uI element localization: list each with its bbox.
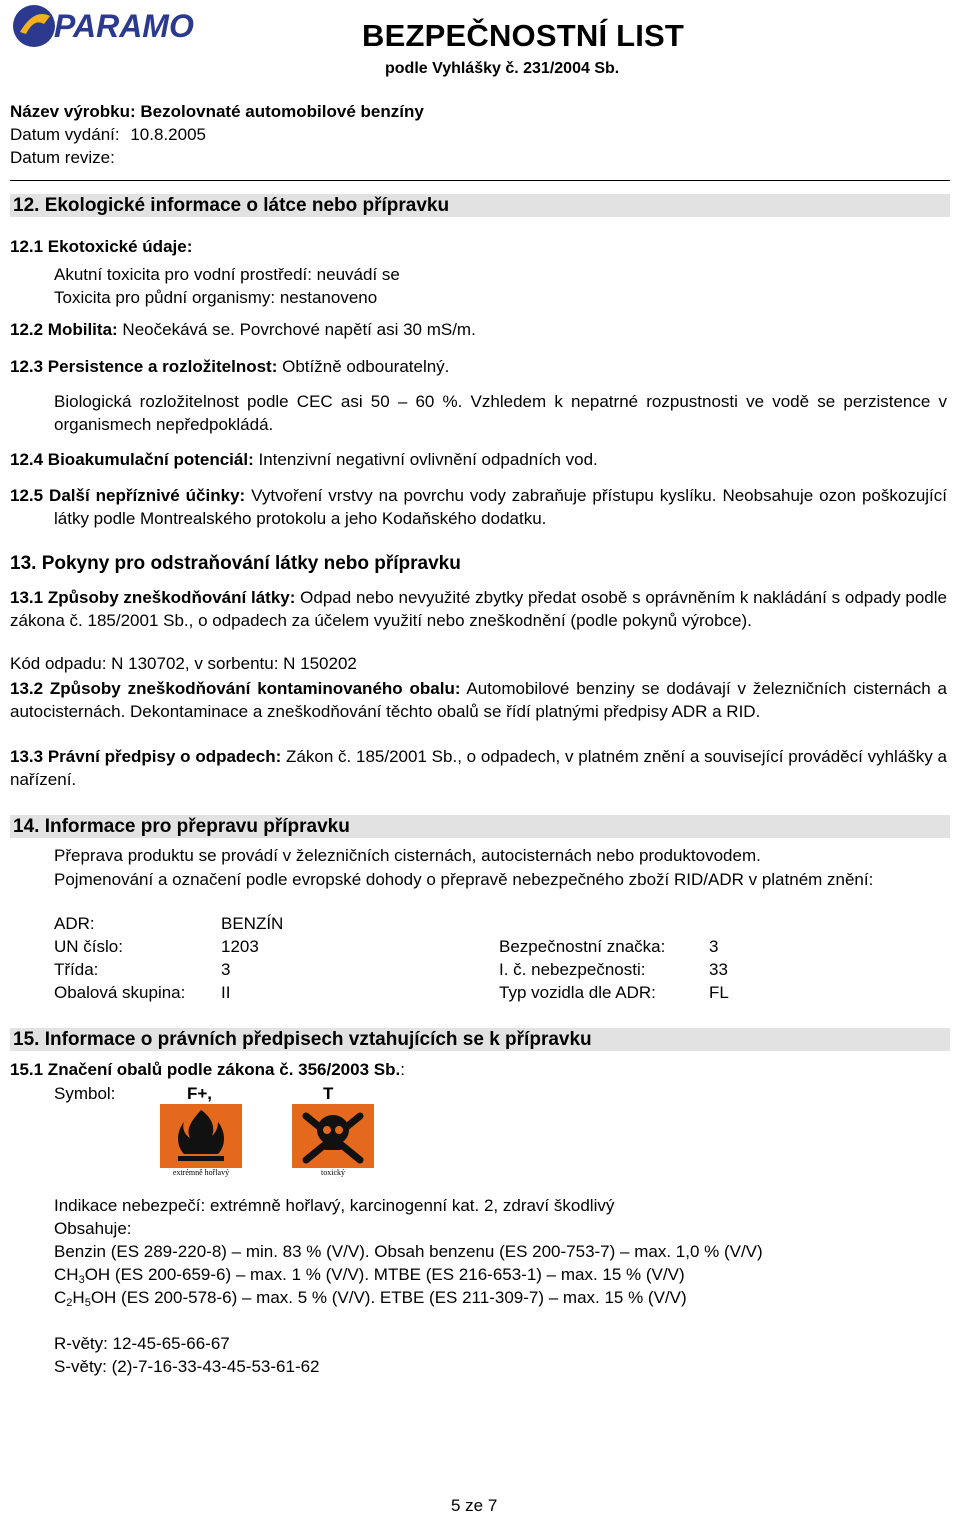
product-line [10,102,424,122]
document-title: BEZPEČNOSTNÍ LIST [362,18,685,53]
safety-value: 3 [709,937,719,956]
s14-line1: Přeprava produktu se provádí v železničních cisternách, autocisternách nebo produktovodem. [54,846,761,865]
class-value: 3 [221,960,231,979]
class-label: Třída: [54,960,99,979]
composition-line-3 [54,1288,687,1309]
header-divider [10,180,950,181]
issue-date-line [10,125,206,145]
waste-code: Kód odpadu: N 130702, v sorbentu: N 150202 [10,654,357,673]
r-phrases: R-věty: 12-45-65-66-67 [54,1334,230,1353]
s133-label: 13.3 Právní předpisy o odpadech: [10,747,282,766]
flame-icon [160,1104,242,1168]
s121-line1: Akutní toxicita pro vodní prostředí: neuvádí se [54,265,400,284]
s132-text: Automobilové benziny se dodávají v železničních cisternách a autocisternách. Dekontaminace a zneškodňování těchto obalů se řídí platnými předpisy ADR a RID. [10,679,947,721]
vehicle-label: Typ vozidla dle ADR: [499,983,656,1002]
vehicle-value: FL [709,983,729,1002]
product-label: Název výrobku: [10,102,136,121]
s123-text: Obtížně odbouratelný. [282,357,450,376]
s125-label: 12.5 Další nepříznivé účinky: [10,486,246,505]
s14-line2: Pojmenování a označení podle evropské dohody o přepravě nebezpečného zboží RID/ADR v platném znění: [54,870,874,889]
skull-crossbones-icon [292,1104,374,1168]
s133-text: Zákon č. 185/2001 Sb., o odpadech, v platném znění a související prováděcí vyhlášky a nařízení. [10,747,947,789]
flammable-pictogram [160,1104,242,1180]
page-number: 5 ze 7 [451,1496,498,1515]
sym2-code: T [323,1084,334,1103]
s131-text: Odpad nebo nevyužité zbytky předat osobě s oprávněním k nakládání s odpady podle zákona č. 185/2001 Sb., o odpadech za účelem využití nebo zneškodnění (podle pokynů výrobce). [10,588,947,630]
comp2-formula-a: CH [54,1265,79,1284]
s151-colon: : [400,1060,405,1079]
un-value: 1203 [221,937,259,956]
document-subtitle: podle Vyhlášky č. 231/2004 Sb. [385,60,620,77]
un-label: UN číslo: [54,937,123,956]
comp3-text: OH (ES 200-578-6) – max. 5 % (V/V). ETBE (ES 211-309-7) – max. 15 % (V/V) [90,1288,687,1307]
safety-label: Bezpečnostní značka: [499,937,666,956]
logo-text: PARAMO [54,8,194,44]
issue-label: Datum vydání: [10,125,120,144]
toxic-pictogram [292,1104,374,1180]
s151-title: 15.1 Značení obalů podle zákona č. 356/2003 Sb. [10,1060,401,1079]
comp3-sub2: 5 [84,1297,91,1309]
pack-value: II [221,983,231,1002]
s121-line2: Toxicita pro půdní organismy: nestanoveno [54,288,378,307]
hazard-indication: Indikace nebezpečí: extrémně hořlavý, karcinogenní kat. 2, zdraví škodlivý [54,1196,615,1215]
s132-paragraph [10,677,947,723]
s122-text: Neočekává se. Povrchové napětí asi 30 mS/m. [122,320,476,339]
comp2-text: OH (ES 200-659-6) – max. 1 % (V/V). MTBE (ES 216-653-1) – max. 15 % (V/V) [84,1265,685,1284]
pack-label: Obalová skupina: [54,983,186,1002]
s131-label: 13.1 Způsoby zneškodňování látky: [10,588,296,607]
sym1-code: F+, [187,1084,213,1103]
hazard-value: 33 [709,960,728,979]
symbol-label: Symbol: [54,1084,116,1103]
product-name: Bezolovnaté automobilové benzíny [140,102,424,121]
s122-line [10,320,476,340]
comp3-sub1: 2 [66,1297,73,1309]
section-13-heading: 13. Pokyny pro odstraňování látky nebo přípravku [10,553,461,574]
adr-label: ADR: [54,914,95,933]
sym1-caption: extrémně hořlavý [172,1168,230,1177]
comp2-sub: 3 [78,1274,85,1286]
s121-title: 12.1 Ekotoxické údaje: [10,237,193,256]
s131-paragraph [10,586,947,632]
section-14-heading: 14. Informace pro přepravu přípravku [10,815,950,838]
contains-label: Obsahuje: [54,1219,132,1238]
comp3-formula-a: C [54,1288,67,1307]
sym2-caption: toxický [321,1168,345,1177]
section-12-heading: 12. Ekologické informace o látce nebo přípravku [10,194,950,217]
s-phrases: S-věty: (2)-7-16-33-43-45-53-61-62 [54,1357,320,1376]
s123-paragraph: Biologická rozložitelnost podle CEC asi 50 – 60 %. Vzhledem k nepatrné rozpustnosti ve vodě se perzistence v organismech nepředpokládá. [54,392,947,434]
s123-line [10,357,449,377]
s132-label: 13.2 Způsoby zneškodňování kontaminovaného obalu: [10,679,461,698]
s125-text: Vytvoření vrstvy na povrchu vody zabraňuje přístupu kyslíku. Neobsahuje ozon poškozující látky podle Montrealského protokolu a jeho Kodaňského dodatku. [54,486,947,528]
adr-value: BENZÍN [221,914,284,933]
s122-label: 12.2 Mobilita: [10,320,118,339]
composition-line-2 [54,1265,685,1286]
hazard-label: I. č. nebezpečnosti: [499,960,646,979]
s124-label: 12.4 Bioakumulační potenciál: [10,450,254,469]
paramo-logo [10,2,210,50]
s124-text: Intenzivní negativní ovlivnění odpadních vod. [258,450,598,469]
s124-line [10,450,598,470]
s133-paragraph [10,745,947,791]
issue-date: 10.8.2005 [130,125,206,144]
s151-title-line [10,1060,405,1080]
s123-label: 12.3 Persistence a rozložitelnost: [10,357,278,376]
section-15-heading: 15. Informace o právních předpisech vztahujících se k přípravku [10,1028,950,1051]
comp3-formula-mid: H [72,1288,85,1307]
composition-line-1: Benzin (ES 289-220-8) – min. 83 % (V/V). Obsah benzenu (ES 200-753-7) – max. 1,0 % (V/V) [54,1242,763,1261]
s125-paragraph [10,484,947,530]
revision-label: Datum revize: [10,148,115,167]
